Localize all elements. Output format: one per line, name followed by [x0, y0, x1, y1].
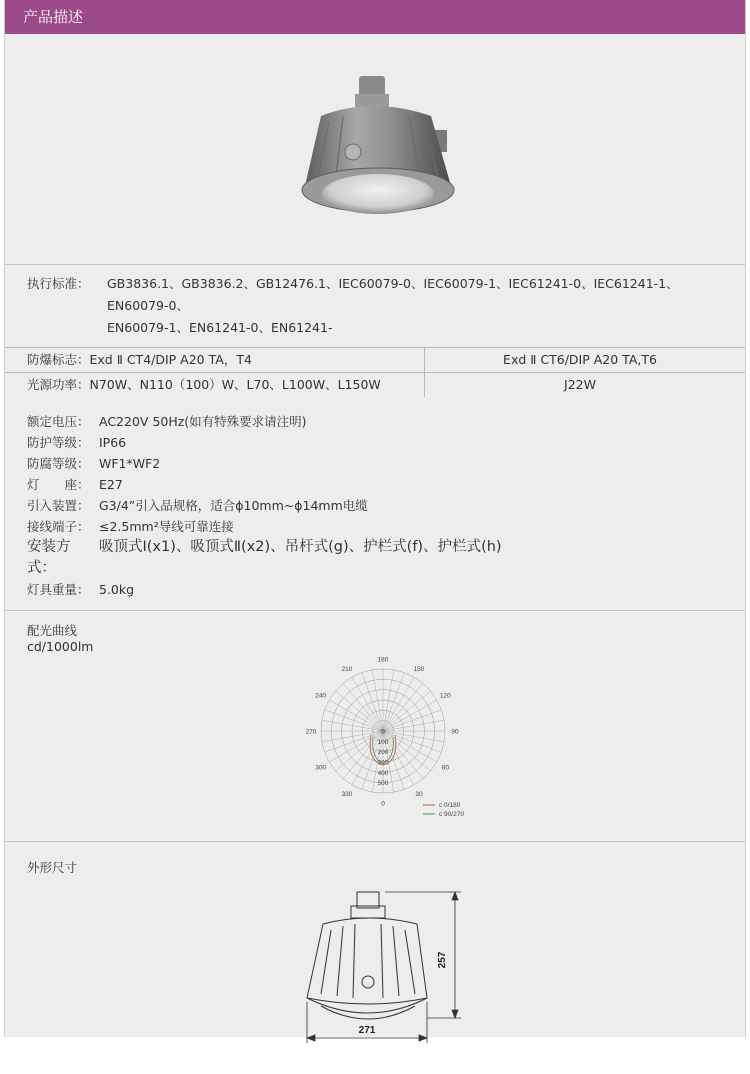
param-value: AC220V 50Hz(如有特殊要求请注明)	[99, 414, 307, 429]
polar-radial-label: 500	[377, 780, 389, 788]
param-label: 接线端子：	[27, 519, 90, 534]
curve-title: 配光曲线	[27, 623, 78, 638]
polar-angle-label: 150	[413, 666, 425, 674]
spec-row-explosion	[5, 347, 745, 372]
polar-radial-label: 200	[377, 749, 389, 757]
polar-radial-label: 300	[377, 759, 389, 767]
param-row	[27, 411, 723, 432]
param-value: E27	[99, 477, 123, 492]
product-photo-area	[5, 34, 745, 264]
spec-left-cell: 光源功率：N70W、N110（100）W、L70、L100W、L150W	[5, 373, 425, 397]
params-list	[5, 397, 745, 610]
polar-radial-label: 100	[377, 738, 389, 746]
param-row	[27, 516, 723, 537]
param-label: 灯具重量：	[27, 582, 90, 597]
param-value: 吸顶式Ⅰ(x1)、吸顶式Ⅱ(x2)、吊杆式(g)、护栏式(f)、护栏式(h)	[99, 539, 502, 555]
param-row	[27, 495, 723, 516]
dimension-width-label: 271	[358, 1025, 376, 1036]
polar-angle-label: 60	[441, 764, 449, 772]
spec-right-cell: Exd Ⅱ CT6/DIP A20 TA,T6	[503, 352, 657, 367]
param-row	[27, 474, 723, 495]
dimension-height-label: 257	[437, 951, 448, 969]
param-row	[27, 537, 723, 579]
header-title: 产品描述	[23, 8, 84, 26]
light-distribution-section	[5, 611, 745, 841]
spec-right-cell: J22W	[564, 377, 596, 392]
param-value: ≤2.5mm²导线可靠连接	[99, 519, 234, 534]
legend-label: c 0/180	[439, 802, 461, 809]
param-label: 额定电压：	[27, 414, 90, 429]
param-value: WF1*WF2	[99, 456, 161, 471]
dimensions-section	[5, 842, 745, 1074]
polar-angle-label: 330	[341, 790, 353, 798]
polar-angle-label: 120	[439, 692, 451, 700]
legend-label: c 90/270	[439, 811, 464, 818]
param-row	[27, 432, 723, 453]
param-label: 安装方式：	[27, 539, 71, 576]
param-value: IP66	[99, 435, 127, 450]
spec-left-cell: 防爆标志：Exd Ⅱ CT4/DIP A20 TA，T4	[5, 348, 425, 372]
param-label: 防护等级：	[27, 435, 90, 450]
polar-angle-label: 270	[305, 728, 317, 736]
product-photo	[291, 76, 471, 236]
dimension-drawing	[293, 878, 493, 1058]
param-label: 灯 座：	[27, 477, 90, 492]
param-row	[27, 453, 723, 474]
polar-angle-label: 90	[451, 728, 459, 736]
polar-radial-label: 400	[377, 769, 389, 777]
param-label: 引入装置：	[27, 498, 90, 513]
standards-line-1: GB3836.1、GB3836.2、GB12476.1、IEC60079-0、IEC60079-1、IEC61241-0、IEC61241-1、EN60079-0、	[107, 276, 679, 313]
section-header	[5, 0, 745, 34]
standards-line-2: EN60079-1、EN61241-0、EN61241-	[107, 320, 333, 335]
param-value: 5.0kg	[99, 582, 135, 597]
spec-row-power	[5, 372, 745, 397]
polar-radial-label: 0	[381, 728, 385, 736]
param-value: G3/4”引入品规格，适合ϕ10mm~ϕ14mm电缆	[99, 498, 368, 513]
product-page	[4, 0, 746, 1037]
polar-diagram	[303, 656, 483, 836]
polar-angle-label: 210	[341, 666, 353, 674]
polar-angle-label: 30	[415, 790, 423, 798]
polar-angle-label: 300	[315, 764, 327, 772]
dims-title: 外形尺寸	[27, 860, 78, 875]
polar-angle-label: 0	[381, 800, 385, 808]
polar-angle-label: 240	[315, 692, 327, 700]
param-label: 防腐等级：	[27, 456, 90, 471]
standards-label: 执行标准：	[27, 276, 90, 291]
curve-unit: cd/1000lm	[27, 639, 94, 654]
polar-angle-label: 180	[377, 656, 389, 664]
standards-block	[5, 265, 745, 347]
param-row	[27, 579, 723, 600]
